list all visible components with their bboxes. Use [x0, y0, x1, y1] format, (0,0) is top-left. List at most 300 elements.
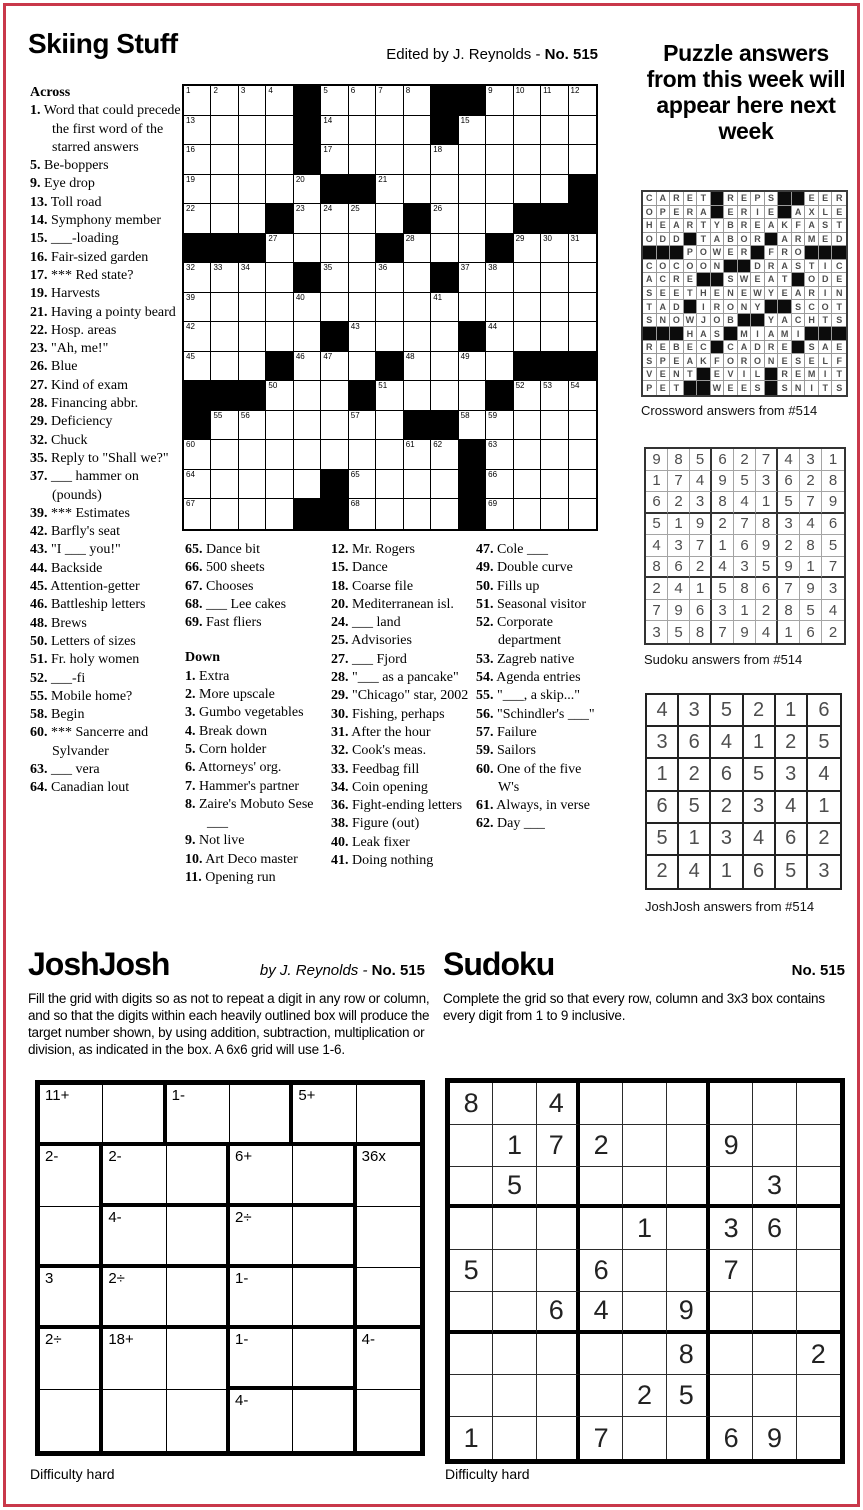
answer-letter-cell: C: [657, 273, 671, 287]
crossword-cell[interactable]: [541, 175, 568, 205]
answer-digit-cell: 6: [822, 514, 844, 536]
crossword-cell[interactable]: [569, 145, 596, 175]
kenken-cell[interactable]: [40, 1207, 103, 1268]
crossword-cell[interactable]: [211, 411, 238, 441]
sudoku-empty-cell[interactable]: [753, 1125, 796, 1167]
sudoku-empty-cell[interactable]: [623, 1334, 666, 1376]
crossword-cell[interactable]: [349, 470, 376, 500]
crossword-cell[interactable]: [239, 440, 266, 470]
sudoku-empty-cell[interactable]: [667, 1208, 710, 1250]
crossword-cell[interactable]: [294, 352, 321, 382]
crossword-cell[interactable]: [376, 499, 403, 529]
crossword-cell[interactable]: [211, 145, 238, 175]
sudoku-empty-cell[interactable]: [710, 1167, 753, 1209]
crossword-cell[interactable]: [514, 411, 541, 441]
crossword-cell[interactable]: [294, 204, 321, 234]
kenken-cell[interactable]: [293, 1207, 356, 1268]
sudoku-empty-cell[interactable]: [580, 1167, 623, 1209]
clue-item: 34. Coin opening: [331, 779, 428, 795]
crossword-cell[interactable]: [266, 116, 293, 146]
sudoku-empty-cell[interactable]: [623, 1292, 666, 1334]
sudoku-empty-cell[interactable]: [797, 1167, 840, 1209]
answer-letter-cell: E: [724, 246, 738, 260]
crossword-cell[interactable]: [321, 204, 348, 234]
sudoku-empty-cell[interactable]: [797, 1292, 840, 1334]
crossword-cell[interactable]: [294, 234, 321, 264]
kenken-cell[interactable]: [40, 1146, 103, 1207]
crossword-cell[interactable]: [349, 293, 376, 323]
crossword-cell[interactable]: [541, 86, 568, 116]
sudoku-empty-cell[interactable]: [797, 1208, 840, 1250]
crossword-cell[interactable]: [514, 175, 541, 205]
kenken-cell[interactable]: [293, 1146, 356, 1207]
crossword-cell[interactable]: [321, 352, 348, 382]
answer-digit-cell: 2: [778, 535, 800, 557]
crossword-cell[interactable]: [239, 145, 266, 175]
crossword-cell[interactable]: [294, 381, 321, 411]
answer-letter-cell: O: [738, 233, 752, 247]
crossword-cell[interactable]: [431, 204, 458, 234]
crossword-cell[interactable]: [404, 499, 431, 529]
kenken-cell[interactable]: [103, 1085, 166, 1146]
crossword-cell[interactable]: [486, 499, 513, 529]
crossword-cell[interactable]: [266, 263, 293, 293]
kenken-cell[interactable]: [40, 1390, 103, 1451]
sudoku-empty-cell[interactable]: [797, 1375, 840, 1417]
sudoku-empty-cell[interactable]: [667, 1250, 710, 1292]
crossword-cell[interactable]: [239, 322, 266, 352]
crossword-cell[interactable]: [266, 322, 293, 352]
crossword-cell[interactable]: [321, 263, 348, 293]
kenken-cell[interactable]: [357, 1268, 420, 1329]
sudoku-empty-cell[interactable]: [537, 1208, 580, 1250]
kenken-cell[interactable]: [293, 1390, 356, 1451]
crossword-cell[interactable]: [266, 381, 293, 411]
clue-item: 6. Attorneys' org.: [185, 760, 282, 776]
crossword-cell[interactable]: [431, 381, 458, 411]
crossword-cell[interactable]: [321, 86, 348, 116]
crossword-cell[interactable]: [211, 352, 238, 382]
kenken-cell[interactable]: [230, 1329, 293, 1390]
crossword-cell[interactable]: [459, 411, 486, 441]
sudoku-empty-cell[interactable]: [537, 1250, 580, 1292]
crossword-cell[interactable]: [376, 204, 403, 234]
crossword-cell[interactable]: [349, 234, 376, 264]
crossword-cell[interactable]: [349, 204, 376, 234]
kenken-cell[interactable]: [40, 1085, 103, 1146]
crossword-cell[interactable]: [266, 234, 293, 264]
crossword-cell[interactable]: [266, 470, 293, 500]
crossword-cell[interactable]: [486, 145, 513, 175]
crossword-cell[interactable]: [266, 499, 293, 529]
answer-letter-cell: H: [697, 287, 711, 301]
sudoku-empty-cell[interactable]: [710, 1083, 753, 1125]
sudoku-empty-cell[interactable]: [623, 1083, 666, 1125]
clue-item: 2. More upscale: [185, 687, 275, 703]
crossword-cell[interactable]: [459, 204, 486, 234]
crossword-cell[interactable]: [211, 440, 238, 470]
crossword-cell[interactable]: [211, 116, 238, 146]
crossword-cell[interactable]: [459, 352, 486, 382]
crossword-cell[interactable]: [239, 499, 266, 529]
crossword-cell[interactable]: [376, 175, 403, 205]
sudoku-empty-cell[interactable]: [537, 1417, 580, 1459]
crossword-cell[interactable]: [376, 86, 403, 116]
crossword-cell[interactable]: [239, 86, 266, 116]
kenken-cell[interactable]: [167, 1207, 230, 1268]
sudoku-empty-cell[interactable]: [753, 1334, 796, 1376]
kenken-cell[interactable]: [167, 1268, 230, 1329]
crossword-cell[interactable]: [569, 86, 596, 116]
crossword-cell[interactable]: [349, 440, 376, 470]
crossword-cell[interactable]: [321, 116, 348, 146]
sudoku-empty-cell[interactable]: [493, 1292, 536, 1334]
crossword-cell[interactable]: [349, 116, 376, 146]
crossword-cell[interactable]: [569, 116, 596, 146]
sudoku-empty-cell[interactable]: [710, 1375, 753, 1417]
sudoku-empty-cell[interactable]: [450, 1292, 493, 1334]
crossword-cell[interactable]: [404, 86, 431, 116]
kenken-cell[interactable]: [357, 1329, 420, 1390]
crossword-cell[interactable]: [349, 86, 376, 116]
crossword-cell[interactable]: [294, 322, 321, 352]
sudoku-empty-cell[interactable]: [493, 1250, 536, 1292]
crossword-cell[interactable]: [211, 204, 238, 234]
cage-label: 4-: [108, 1209, 122, 1226]
crossword-cell[interactable]: [541, 234, 568, 264]
crossword-cell[interactable]: [376, 322, 403, 352]
crossword-cell[interactable]: [569, 381, 596, 411]
sudoku-empty-cell[interactable]: [580, 1375, 623, 1417]
kenken-cell[interactable]: [167, 1146, 230, 1207]
crossword-cell[interactable]: [486, 322, 513, 352]
crossword-cell[interactable]: [486, 411, 513, 441]
crossword-cell[interactable]: [486, 204, 513, 234]
kenken-cell[interactable]: [103, 1390, 166, 1451]
crossword-cell[interactable]: [321, 411, 348, 441]
sudoku-empty-cell[interactable]: [493, 1208, 536, 1250]
crossword-cell[interactable]: [404, 263, 431, 293]
crossword-cell[interactable]: [486, 86, 513, 116]
clue-number: 42.: [30, 524, 48, 540]
crossword-cell[interactable]: [514, 470, 541, 500]
answer-letter-cell: O: [711, 314, 725, 328]
crossword-cell[interactable]: [184, 322, 211, 352]
sudoku-empty-cell[interactable]: [580, 1208, 623, 1250]
crossword-cell[interactable]: [404, 381, 431, 411]
crossword-cell[interactable]: [211, 263, 238, 293]
kenken-cell[interactable]: [230, 1390, 293, 1451]
crossword-cell[interactable]: [569, 293, 596, 323]
kenken-cell[interactable]: [40, 1329, 103, 1390]
crossword-cell[interactable]: [431, 499, 458, 529]
sudoku-empty-cell[interactable]: [450, 1208, 493, 1250]
crossword-cell[interactable]: [266, 411, 293, 441]
crossword-cell[interactable]: [239, 293, 266, 323]
kenken-cell[interactable]: [357, 1207, 420, 1268]
crossword-cell[interactable]: [184, 470, 211, 500]
kenken-cell[interactable]: [40, 1268, 103, 1329]
sudoku-empty-cell[interactable]: [493, 1417, 536, 1459]
sudoku-empty-cell[interactable]: [450, 1125, 493, 1167]
crossword-cell[interactable]: [376, 263, 403, 293]
crossword-cell[interactable]: [459, 234, 486, 264]
crossword-cell[interactable]: [184, 86, 211, 116]
crossword-cell[interactable]: [211, 499, 238, 529]
sudoku-empty-cell[interactable]: [493, 1083, 536, 1125]
sudoku-empty-cell[interactable]: [753, 1250, 796, 1292]
clue-item: 36. Fight-ending letters: [331, 798, 463, 814]
crossword-cell[interactable]: [404, 440, 431, 470]
kenken-cell[interactable]: [293, 1268, 356, 1329]
crossword-cell[interactable]: [239, 263, 266, 293]
crossword-cell[interactable]: [431, 440, 458, 470]
down-clue-list-3: [476, 541, 602, 834]
sudoku-empty-cell[interactable]: [450, 1334, 493, 1376]
crossword-cell[interactable]: [486, 440, 513, 470]
sudoku-empty-cell[interactable]: [753, 1083, 796, 1125]
crossword-cell[interactable]: [239, 175, 266, 205]
crossword-cell[interactable]: [349, 145, 376, 175]
sudoku-empty-cell[interactable]: [710, 1334, 753, 1376]
sudoku-empty-cell[interactable]: [797, 1083, 840, 1125]
sudoku-empty-cell[interactable]: [753, 1292, 796, 1334]
crossword-cell[interactable]: [486, 470, 513, 500]
crossword-cell[interactable]: [514, 499, 541, 529]
crossword-cell[interactable]: [514, 381, 541, 411]
answer-letter-cell: E: [751, 273, 765, 287]
crossword-cell[interactable]: [486, 116, 513, 146]
kenken-cell[interactable]: [230, 1207, 293, 1268]
sudoku-empty-cell[interactable]: [710, 1292, 753, 1334]
crossword-cell[interactable]: [541, 470, 568, 500]
crossword-cell[interactable]: [514, 234, 541, 264]
kenken-cell[interactable]: [103, 1146, 166, 1207]
crossword-cell[interactable]: [459, 175, 486, 205]
crossword-answers-caption: Crossword answers from #514: [641, 403, 818, 418]
sudoku-empty-cell[interactable]: [493, 1375, 536, 1417]
crossword-cell[interactable]: [514, 293, 541, 323]
crossword-cell[interactable]: [239, 411, 266, 441]
crossword-cell[interactable]: [541, 293, 568, 323]
crossword-cell[interactable]: [184, 352, 211, 382]
crossword-cell[interactable]: [514, 116, 541, 146]
crossword-cell[interactable]: [239, 352, 266, 382]
kenken-cell[interactable]: [293, 1085, 356, 1146]
crossword-cell[interactable]: [569, 470, 596, 500]
crossword-cell[interactable]: [211, 293, 238, 323]
crossword-cell[interactable]: [569, 322, 596, 352]
sudoku-empty-cell[interactable]: [537, 1167, 580, 1209]
kenken-cell[interactable]: [167, 1085, 230, 1146]
crossword-cell[interactable]: [349, 322, 376, 352]
crossword-cell[interactable]: [349, 263, 376, 293]
crossword-cell[interactable]: [266, 293, 293, 323]
crossword-cell[interactable]: [239, 470, 266, 500]
answer-letter-cell: O: [724, 354, 738, 368]
crossword-cell[interactable]: [211, 470, 238, 500]
crossword-cell[interactable]: [376, 116, 403, 146]
kenken-cell[interactable]: [167, 1390, 230, 1451]
crossword-cell[interactable]: [349, 499, 376, 529]
sudoku-empty-cell[interactable]: [493, 1334, 536, 1376]
sudoku-empty-cell[interactable]: [623, 1125, 666, 1167]
sudoku-empty-cell[interactable]: [623, 1250, 666, 1292]
crossword-cell[interactable]: [486, 352, 513, 382]
crossword-cell[interactable]: [431, 352, 458, 382]
kenken-cell[interactable]: [230, 1085, 293, 1146]
kenken-cell[interactable]: [103, 1268, 166, 1329]
crossword-cell[interactable]: [294, 175, 321, 205]
crossword-cell[interactable]: [541, 499, 568, 529]
crossword-cell[interactable]: [321, 234, 348, 264]
crossword-cell[interactable]: [569, 411, 596, 441]
crossword-cell[interactable]: [514, 440, 541, 470]
crossword-cell[interactable]: [294, 470, 321, 500]
crossword-cell[interactable]: [184, 293, 211, 323]
answer-letter-cell: O: [751, 354, 765, 368]
clue-item: 45. Attention-getter: [30, 579, 140, 595]
sudoku-empty-cell[interactable]: [797, 1125, 840, 1167]
crossword-cell[interactable]: [239, 204, 266, 234]
sudoku-empty-cell[interactable]: [450, 1375, 493, 1417]
kenken-cell[interactable]: [103, 1207, 166, 1268]
clue-number: 37.: [30, 469, 48, 485]
kenken-cell[interactable]: [167, 1329, 230, 1390]
crossword-cell[interactable]: [294, 440, 321, 470]
kenken-cell[interactable]: [103, 1329, 166, 1390]
crossword-cell[interactable]: [376, 381, 403, 411]
crossword-cell[interactable]: [404, 234, 431, 264]
kenken-cell[interactable]: [357, 1146, 420, 1207]
crossword-cell[interactable]: [184, 116, 211, 146]
answer-digit-cell: 6: [690, 600, 712, 622]
crossword-cell[interactable]: [184, 145, 211, 175]
crossword-cell[interactable]: [541, 145, 568, 175]
crossword-cell[interactable]: [321, 145, 348, 175]
crossword-cell[interactable]: [459, 263, 486, 293]
crossword-cell[interactable]: [239, 116, 266, 146]
crossword-cell[interactable]: [431, 470, 458, 500]
crossword-cell[interactable]: [459, 145, 486, 175]
sudoku-empty-cell[interactable]: [580, 1083, 623, 1125]
crossword-cell[interactable]: [459, 116, 486, 146]
answer-digit-cell: 2: [647, 856, 679, 888]
crossword-cell[interactable]: [211, 322, 238, 352]
sudoku-empty-cell[interactable]: [667, 1125, 710, 1167]
answer-digit-cell: 9: [756, 535, 778, 557]
crossword-cell[interactable]: [376, 145, 403, 175]
crossword-cell[interactable]: [184, 499, 211, 529]
crossword-cell[interactable]: [376, 293, 403, 323]
sudoku-empty-cell[interactable]: [667, 1167, 710, 1209]
crossword-cell[interactable]: [514, 145, 541, 175]
crossword-cell[interactable]: [541, 322, 568, 352]
crossword-cell[interactable]: [404, 175, 431, 205]
kenken-cell[interactable]: [357, 1085, 420, 1146]
crossword-cell[interactable]: [431, 322, 458, 352]
crossword-cell[interactable]: [569, 263, 596, 293]
crossword-cell[interactable]: [541, 411, 568, 441]
crossword-cell[interactable]: [184, 175, 211, 205]
crossword-cell[interactable]: [184, 204, 211, 234]
sudoku-empty-cell[interactable]: [753, 1375, 796, 1417]
crossword-cell[interactable]: [459, 381, 486, 411]
crossword-cell[interactable]: [514, 263, 541, 293]
sudoku-empty-cell[interactable]: [450, 1167, 493, 1209]
kenken-cell[interactable]: [230, 1268, 293, 1329]
crossword-cell[interactable]: [431, 145, 458, 175]
sudoku-empty-cell[interactable]: [623, 1167, 666, 1209]
crossword-cell[interactable]: [404, 470, 431, 500]
crossword-cell[interactable]: [349, 352, 376, 382]
crossword-cell[interactable]: [266, 145, 293, 175]
kenken-cell[interactable]: [293, 1329, 356, 1390]
clue-item: 7. Hammer's partner: [185, 778, 300, 794]
crossword-cell[interactable]: [459, 293, 486, 323]
crossword-cell[interactable]: [211, 175, 238, 205]
crossword-cell[interactable]: [184, 263, 211, 293]
crossword-cell[interactable]: [486, 263, 513, 293]
crossword-cell[interactable]: [404, 322, 431, 352]
crossword-cell[interactable]: [184, 440, 211, 470]
crossword-cell[interactable]: [541, 440, 568, 470]
sudoku-empty-cell[interactable]: [667, 1083, 710, 1125]
crossword-cell[interactable]: [486, 175, 513, 205]
crossword-cell[interactable]: [266, 175, 293, 205]
crossword-cell[interactable]: [569, 440, 596, 470]
crossword-cell[interactable]: [376, 440, 403, 470]
crossword-cell[interactable]: [569, 499, 596, 529]
kenken-cell[interactable]: [230, 1146, 293, 1207]
crossword-cell[interactable]: [376, 470, 403, 500]
crossword-cell[interactable]: [431, 175, 458, 205]
sudoku-empty-cell[interactable]: [537, 1375, 580, 1417]
crossword-cell[interactable]: [569, 234, 596, 264]
kenken-cell[interactable]: [357, 1390, 420, 1451]
crossword-cell[interactable]: [486, 293, 513, 323]
clue-item: 60. One of the five W's: [476, 761, 582, 795]
crossword-cell[interactable]: [294, 411, 321, 441]
crossword-cell[interactable]: [541, 263, 568, 293]
crossword-cell[interactable]: [211, 86, 238, 116]
crossword-cell[interactable]: [404, 145, 431, 175]
crossword-cell[interactable]: [349, 411, 376, 441]
sudoku-empty-cell[interactable]: [797, 1250, 840, 1292]
crossword-cell[interactable]: [321, 293, 348, 323]
sudoku-empty-cell[interactable]: [537, 1334, 580, 1376]
crossword-cell[interactable]: [514, 322, 541, 352]
crossword-cell[interactable]: [294, 293, 321, 323]
sudoku-empty-cell[interactable]: [667, 1417, 710, 1459]
crossword-cell[interactable]: [321, 381, 348, 411]
crossword-cell[interactable]: [541, 381, 568, 411]
crossword-cell[interactable]: [541, 116, 568, 146]
crossword-cell[interactable]: [404, 352, 431, 382]
sudoku-empty-cell[interactable]: [623, 1417, 666, 1459]
crossword-cell[interactable]: [431, 234, 458, 264]
sudoku-empty-cell[interactable]: [580, 1334, 623, 1376]
crossword-cell[interactable]: [431, 293, 458, 323]
crossword-cell[interactable]: [321, 440, 348, 470]
crossword-cell[interactable]: [404, 293, 431, 323]
sudoku-empty-cell[interactable]: [797, 1417, 840, 1459]
crossword-cell[interactable]: [404, 116, 431, 146]
crossword-cell[interactable]: [514, 86, 541, 116]
crossword-cell[interactable]: [266, 440, 293, 470]
crossword-cell[interactable]: [266, 86, 293, 116]
crossword-cell[interactable]: [376, 411, 403, 441]
